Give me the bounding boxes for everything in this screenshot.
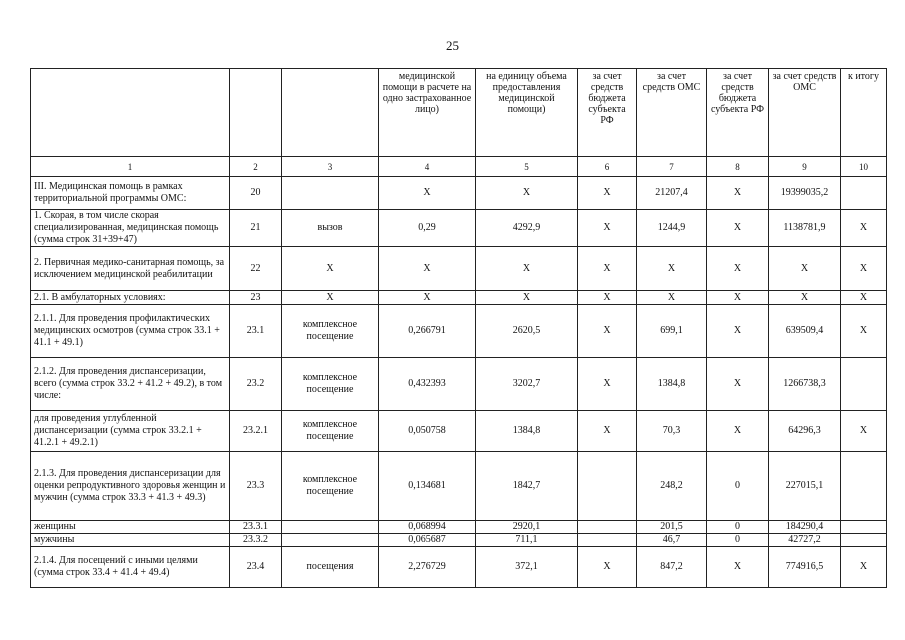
table-row xyxy=(31,210,887,247)
table-cell: 23.3 xyxy=(230,452,282,521)
table-cell xyxy=(841,452,887,521)
table-cell: 372,1 xyxy=(476,547,578,588)
table-cell: X xyxy=(379,291,476,305)
table-cell: 1244,9 xyxy=(637,210,707,247)
table-cell: X xyxy=(578,305,637,358)
table-cell: 0 xyxy=(707,534,769,547)
table-cell xyxy=(282,534,379,547)
table-cell: 2.1. В амбулаторных условиях: xyxy=(31,291,230,305)
table-cell: X xyxy=(476,247,578,291)
header-row-cell: за счет средств ОМС xyxy=(637,69,707,157)
page-number: 25 xyxy=(446,38,459,53)
table-cell: 20 xyxy=(230,177,282,210)
header-row-cell: медицинской помощи в расчете на одно застрахованное лицо) xyxy=(379,69,476,157)
table-cell: 2. Первичная медико-санитарная помощь, за исключением медицинской реабилитации xyxy=(31,247,230,291)
table-cell: 2620,5 xyxy=(476,305,578,358)
table-row xyxy=(31,305,887,358)
table-cell: 0,432393 xyxy=(379,358,476,411)
table-cell: 1138781,9 xyxy=(769,210,841,247)
table-cell: X xyxy=(841,305,887,358)
table-row xyxy=(31,291,887,305)
table-cell: 23.2 xyxy=(230,358,282,411)
table-cell: 0 xyxy=(707,452,769,521)
table-cell xyxy=(578,534,637,547)
table-cell: 23.2.1 xyxy=(230,411,282,452)
table-cell: X xyxy=(282,291,379,305)
table-cell: 23.3.1 xyxy=(230,521,282,534)
table-cell: 23 xyxy=(230,291,282,305)
table-cell: X xyxy=(841,411,887,452)
table-cell xyxy=(841,534,887,547)
table-cell: 774916,5 xyxy=(769,547,841,588)
table-cell: 227015,1 xyxy=(769,452,841,521)
column-number-row-cell: 2 xyxy=(230,157,282,177)
table-cell: X xyxy=(841,210,887,247)
table-cell: X xyxy=(578,547,637,588)
table-cell: 2.1.1. Для проведения профилактических медицинских осмотров (сумма строк 33.1 + 41.1 + 49.1) xyxy=(31,305,230,358)
header-row xyxy=(31,69,887,157)
table-cell: X xyxy=(578,291,637,305)
table-cell: X xyxy=(637,247,707,291)
table-cell: X xyxy=(707,210,769,247)
table-cell: 2.1.4. Для посещений с иными целями (сумма строк 33.4 + 41.4 + 49.4) xyxy=(31,547,230,588)
table-row xyxy=(31,547,887,588)
table-cell xyxy=(578,521,637,534)
table-cell: посещения xyxy=(282,547,379,588)
table-cell: 70,3 xyxy=(637,411,707,452)
table-cell: 1384,8 xyxy=(637,358,707,411)
table-cell: X xyxy=(578,411,637,452)
column-number-row xyxy=(31,157,887,177)
table-cell: X xyxy=(841,547,887,588)
table-cell: 0,266791 xyxy=(379,305,476,358)
table-cell: X xyxy=(707,291,769,305)
column-number-row-cell: 6 xyxy=(578,157,637,177)
column-number-row-cell: 5 xyxy=(476,157,578,177)
table-cell: 2,276729 xyxy=(379,547,476,588)
table-cell: 46,7 xyxy=(637,534,707,547)
column-number-row-cell: 8 xyxy=(707,157,769,177)
table-cell: X xyxy=(707,358,769,411)
table-cell: 711,1 xyxy=(476,534,578,547)
table-cell: 21 xyxy=(230,210,282,247)
table-cell xyxy=(282,521,379,534)
header-row-cell: на единицу объема предоставления медицинской помощи) xyxy=(476,69,578,157)
header-row-cell: к итогу xyxy=(841,69,887,157)
column-number-row-cell: 9 xyxy=(769,157,841,177)
table-cell: вызов xyxy=(282,210,379,247)
table-cell: 3202,7 xyxy=(476,358,578,411)
table-row xyxy=(31,411,887,452)
table-cell: 0,29 xyxy=(379,210,476,247)
table-cell: 23.4 xyxy=(230,547,282,588)
table-cell: 2.1.3. Для проведения диспансеризации для оценки репродуктивного здоровья женщин и мужчин (сумма строк 33.3 + 41.3 + 49.3) xyxy=(31,452,230,521)
table-cell xyxy=(282,177,379,210)
table-row xyxy=(31,534,887,547)
data-table xyxy=(30,68,887,588)
table-cell: 1266738,3 xyxy=(769,358,841,411)
table-row xyxy=(31,358,887,411)
table-cell: 22 xyxy=(230,247,282,291)
table-cell: мужчины xyxy=(31,534,230,547)
table-cell: комплексное посещение xyxy=(282,358,379,411)
column-number-row-cell: 3 xyxy=(282,157,379,177)
table-cell: X xyxy=(578,210,637,247)
table-cell xyxy=(841,358,887,411)
table-cell: 1384,8 xyxy=(476,411,578,452)
table-cell: 0,134681 xyxy=(379,452,476,521)
table-cell: 184290,4 xyxy=(769,521,841,534)
header-row-cell: за счет средств ОМС xyxy=(769,69,841,157)
table-cell: X xyxy=(707,177,769,210)
table-cell: 248,2 xyxy=(637,452,707,521)
table-cell: 4292,9 xyxy=(476,210,578,247)
table-cell: для проведения углубленной диспансеризации (сумма строк 33.2.1 + 41.2.1 + 49.2.1) xyxy=(31,411,230,452)
table-cell: 2920,1 xyxy=(476,521,578,534)
table-cell: 21207,4 xyxy=(637,177,707,210)
column-number-row-cell: 4 xyxy=(379,157,476,177)
table-cell: X xyxy=(476,291,578,305)
table-cell: X xyxy=(707,547,769,588)
table-cell: 42727,2 xyxy=(769,534,841,547)
table-cell: 23.3.2 xyxy=(230,534,282,547)
table-cell xyxy=(841,521,887,534)
header-row-cell: за счет средств бюджета субъекта РФ xyxy=(578,69,637,157)
table-cell: 699,1 xyxy=(637,305,707,358)
table-cell: X xyxy=(282,247,379,291)
table-cell: X xyxy=(578,247,637,291)
table-row xyxy=(31,521,887,534)
table-row xyxy=(31,177,887,210)
table-cell: III. Медицинская помощь в рамках территориальной программы ОМС: xyxy=(31,177,230,210)
table-cell: 19399035,2 xyxy=(769,177,841,210)
table-cell: X xyxy=(578,177,637,210)
table-cell: X xyxy=(707,411,769,452)
table-cell: 847,2 xyxy=(637,547,707,588)
table-cell: женщины xyxy=(31,521,230,534)
table-cell: X xyxy=(841,291,887,305)
table-cell: комплексное посещение xyxy=(282,411,379,452)
table-cell: X xyxy=(379,177,476,210)
table-row xyxy=(31,452,887,521)
table-row xyxy=(31,247,887,291)
table-cell: 2.1.2. Для проведения диспансеризации, всего (сумма строк 33.2 + 41.2 + 49.2), в том числе: xyxy=(31,358,230,411)
table-cell: X xyxy=(769,247,841,291)
table-cell: 64296,3 xyxy=(769,411,841,452)
table-cell: 1. Скорая, в том числе скорая специализированная, медицинская помощь (сумма строк 31+39+47) xyxy=(31,210,230,247)
column-number-row-cell: 7 xyxy=(637,157,707,177)
table-cell: 0,068994 xyxy=(379,521,476,534)
table-cell: 0 xyxy=(707,521,769,534)
table-cell: 201,5 xyxy=(637,521,707,534)
column-number-row-cell: 1 xyxy=(31,157,230,177)
table-cell: X xyxy=(707,247,769,291)
table-cell: комплексное посещение xyxy=(282,305,379,358)
table-cell: 639509,4 xyxy=(769,305,841,358)
table-cell: 23.1 xyxy=(230,305,282,358)
table-cell: X xyxy=(379,247,476,291)
table-cell: 0,050758 xyxy=(379,411,476,452)
table-cell: X xyxy=(578,358,637,411)
table-cell xyxy=(578,452,637,521)
table-cell: X xyxy=(769,291,841,305)
table-cell: X xyxy=(707,305,769,358)
column-number-row-cell: 10 xyxy=(841,157,887,177)
table-cell: X xyxy=(476,177,578,210)
header-row-cell xyxy=(230,69,282,157)
table-cell: X xyxy=(841,247,887,291)
table-cell: 1842,7 xyxy=(476,452,578,521)
table-cell xyxy=(841,177,887,210)
header-row-cell xyxy=(282,69,379,157)
table-cell: X xyxy=(637,291,707,305)
header-row-cell: за счет средств бюджета субъекта РФ xyxy=(707,69,769,157)
table-cell: 0,065687 xyxy=(379,534,476,547)
header-row-cell xyxy=(31,69,230,157)
table-cell: комплексное посещение xyxy=(282,452,379,521)
